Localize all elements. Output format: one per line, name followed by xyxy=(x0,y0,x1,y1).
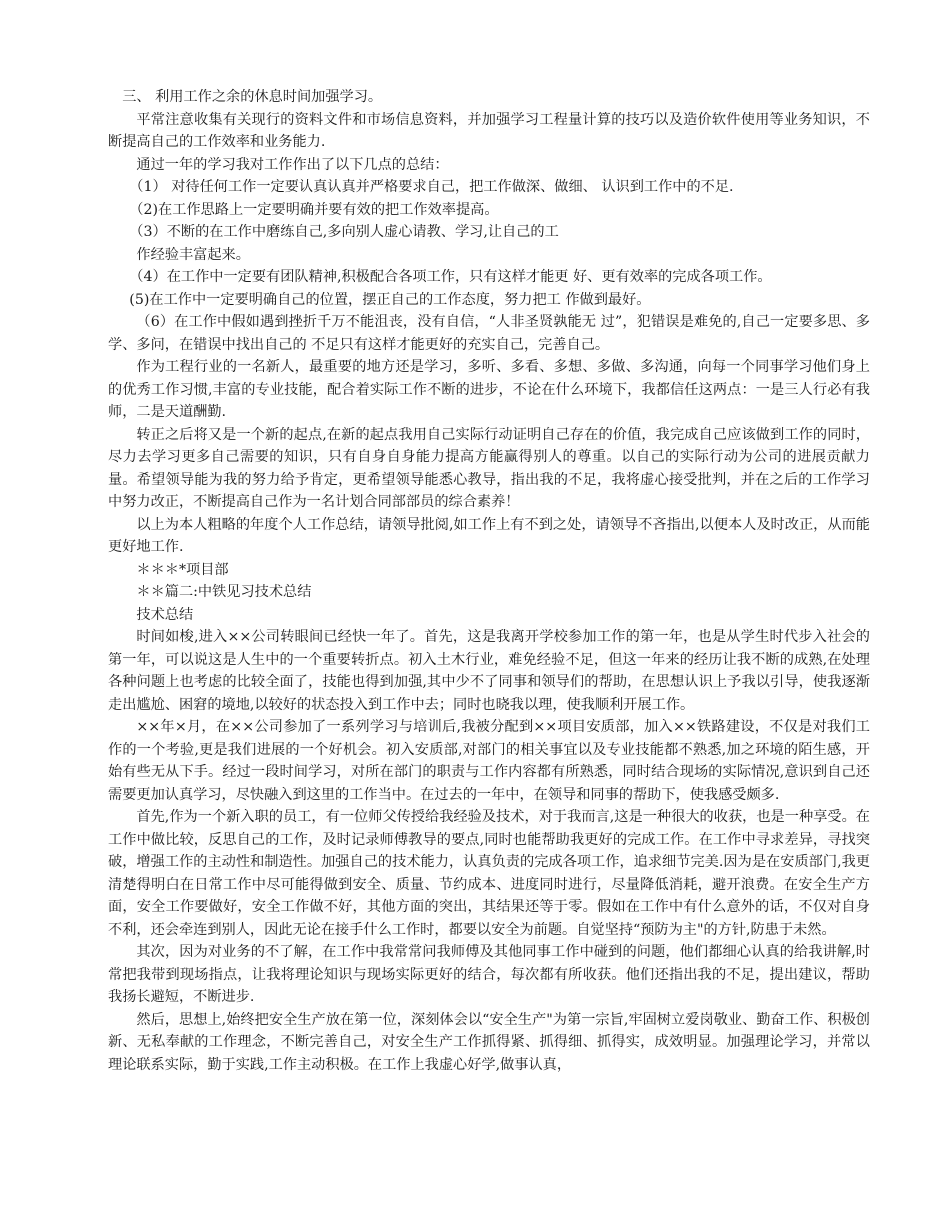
signature-line: ＊＊＊*项目部 xyxy=(136,561,229,578)
list-item-continuation: 作经验丰富起来。 xyxy=(136,246,250,263)
subtitle: 技术总结 xyxy=(136,606,194,623)
list-item: （4）在工作中一定要有团队精神,积极配合各项工作，只有这样才能更 好、更有效率的完成各项工作。 xyxy=(129,269,772,285)
paragraph: 作为工程行业的一名新人，最重要的地方还是学习，多听、多看、多想、多做、多沟通，向每一个同事学习他们身上的优秀工作习惯,丰富的专业技能，配合着实际工作不断的进步，不论在什么环境下，我都信任这两点：一是三人行必有我师，二是天道酬勤. xyxy=(108,359,870,420)
paragraph: 首先,作为一个新入职的员工，有一位师父传授给我经验及技术，对于我而言,这是一种很大的收获，也是一种享受。在工作中做比较，反思自己的工作，及时记录师傅教导的要点,同时也能帮助我更好的完成工作。在工作中寻求差异，寻找突破，增强工作的主动性和制造性。加强自己的技术能力，认真负责的完成各项工作，追求细节完美.因为是在安质部门,我更清楚得明白在日常工作中尽可能得做到安全、质量、节约成本、进度同时进行，尽量降低消耗，避开浪费。在安全生产方面，安全工作要做好，安全工作做不好，其他方面的突出，其结果还等于零。假如在工作中有什么意外的话，不仅对自身不利，还会牵连到别人，因此无论在接手什么工作时，都要以安全为前题。自觉坚持“预防为主"的方针,防患于未然。 xyxy=(108,809,870,938)
paragraph: 时间如梭,进入××公司转眼间已经快一年了。首先，这是我离开学校参加工作的第一年，也是从学生时代步入社会的第一年，可以说这是人生中的一个重要转折点。初入土木行业，难免经验不足，但这一年来的经历让我不断的成熟,在处理各种问题上也考虑的比较全面了，技能也得到加强,其中少不了同事和领导们的帮助，在思想认识上予我以引导，使我逐渐走出尴尬、困窘的境地,以较好的状态投入到工作中去；同时也晓我以理，使我顺利开展工作。 xyxy=(108,629,870,713)
list-item: （6）在工作中假如遇到挫折千万不能沮丧，没有自信，“人非圣贤孰能无 过”，犯错误是难免的,自己一定要多思、多学、多问，在错误中找出自己的 不足只有这样才能更好的充实自己，完善自己。 xyxy=(108,314,870,353)
list-item: (5)在工作中一定要明确自己的位置，摆正自己的工作态度，努力把工 作做到最好。 xyxy=(129,291,651,308)
paragraph: 通过一年的学习我对工作作出了以下几点的总结： xyxy=(136,156,449,173)
paragraph: 平常注意收集有关现行的资料文件和市场信息资料，并加强学习工程量计算的技巧以及造价软件使用等业务知识，不断提高自己的工作效率和业务能力. xyxy=(108,111,870,150)
section-heading: 三、 利用工作之余的休息时间加强学习。 xyxy=(122,89,383,105)
paragraph: 转正之后将又是一个新的起点,在新的起点我用自己实际行动证明自己存在的价值，我完成自己应该做到工作的同时，尽力去学习更多自己需要的知识，只有自身自身能力提高方能赢得别人的尊重。以自己的实际行动为公司的进展贡献力量。希望领导能为我的努力给予肯定，更希望领导能悉心教导，指出我的不足，我将虚心接受批判，并在之后的工作学习中努力改正，不断提高自己作为一名计划合同部部员的综合素养！ xyxy=(108,426,870,510)
list-item: （3）不断的在工作中磨练自己,多向别人虚心请教、学习,让自己的工 xyxy=(129,224,559,240)
section-title: ＊＊篇二:中铁见习技术总结 xyxy=(136,584,312,600)
paragraph: 其次，因为对业务的不了解，在工作中我常常问我师傅及其他同事工作中碰到的问题，他们都细心认真的给我讲解,时常把我带到现场指点，让我将理论知识与现场实际更好的结合，每次都有所收获。他们还指出我的不足，提出建议，帮助我扬长避短，不断进步. xyxy=(108,944,870,1005)
list-item: （2)在工作思路上一定要明确并要有效的把工作效率提高。 xyxy=(129,201,499,218)
paragraph: ××年×月，在××公司参加了一系列学习与培训后,我被分配到××项目安质部，加入××铁路建设，不仅是对我们工作的一个考验,更是我们进展的一个好机会。初入安质部,对部门的相关事宜以及专业技能都不熟悉,加之环境的陌生感，开始有些无从下手。经过一段时间学习，对所在部门的职责与工作内容都有所熟悉，同时结合现场的实际情况,意识到自己还需要更加认真学习，尽快融入到这里的工作当中。在过去的一年中，在领导和同事的帮助下，使我感受颇多. xyxy=(108,719,870,803)
paragraph: 以上为本人粗略的年度个人工作总结，请领导批阅,如工作上有不到之处，请领导不吝指出,以便本人及时改正，从而能更好地工作. xyxy=(108,516,870,555)
paragraph: 然后，思想上,始终把安全生产放在第一位，深刻体会以“安全生产"为第一宗旨,牢固树立爱岗敬业、勤奋工作、积极创新、无私奉献的工作理念，不断完善自己，对安全生产工作抓得紧、抓得细、抓得实，成效明显。加强理论学习，并常以理论联系实际，勤于实践,工作主动积极。在工作上我虚心好学,做事认真， xyxy=(108,1011,870,1073)
document-body xyxy=(108,86,870,1076)
list-item: （1） 对待任何工作一定要认真认真并严格要求自己，把工作做深、做细、 认识到工作中的不足. xyxy=(129,179,734,195)
